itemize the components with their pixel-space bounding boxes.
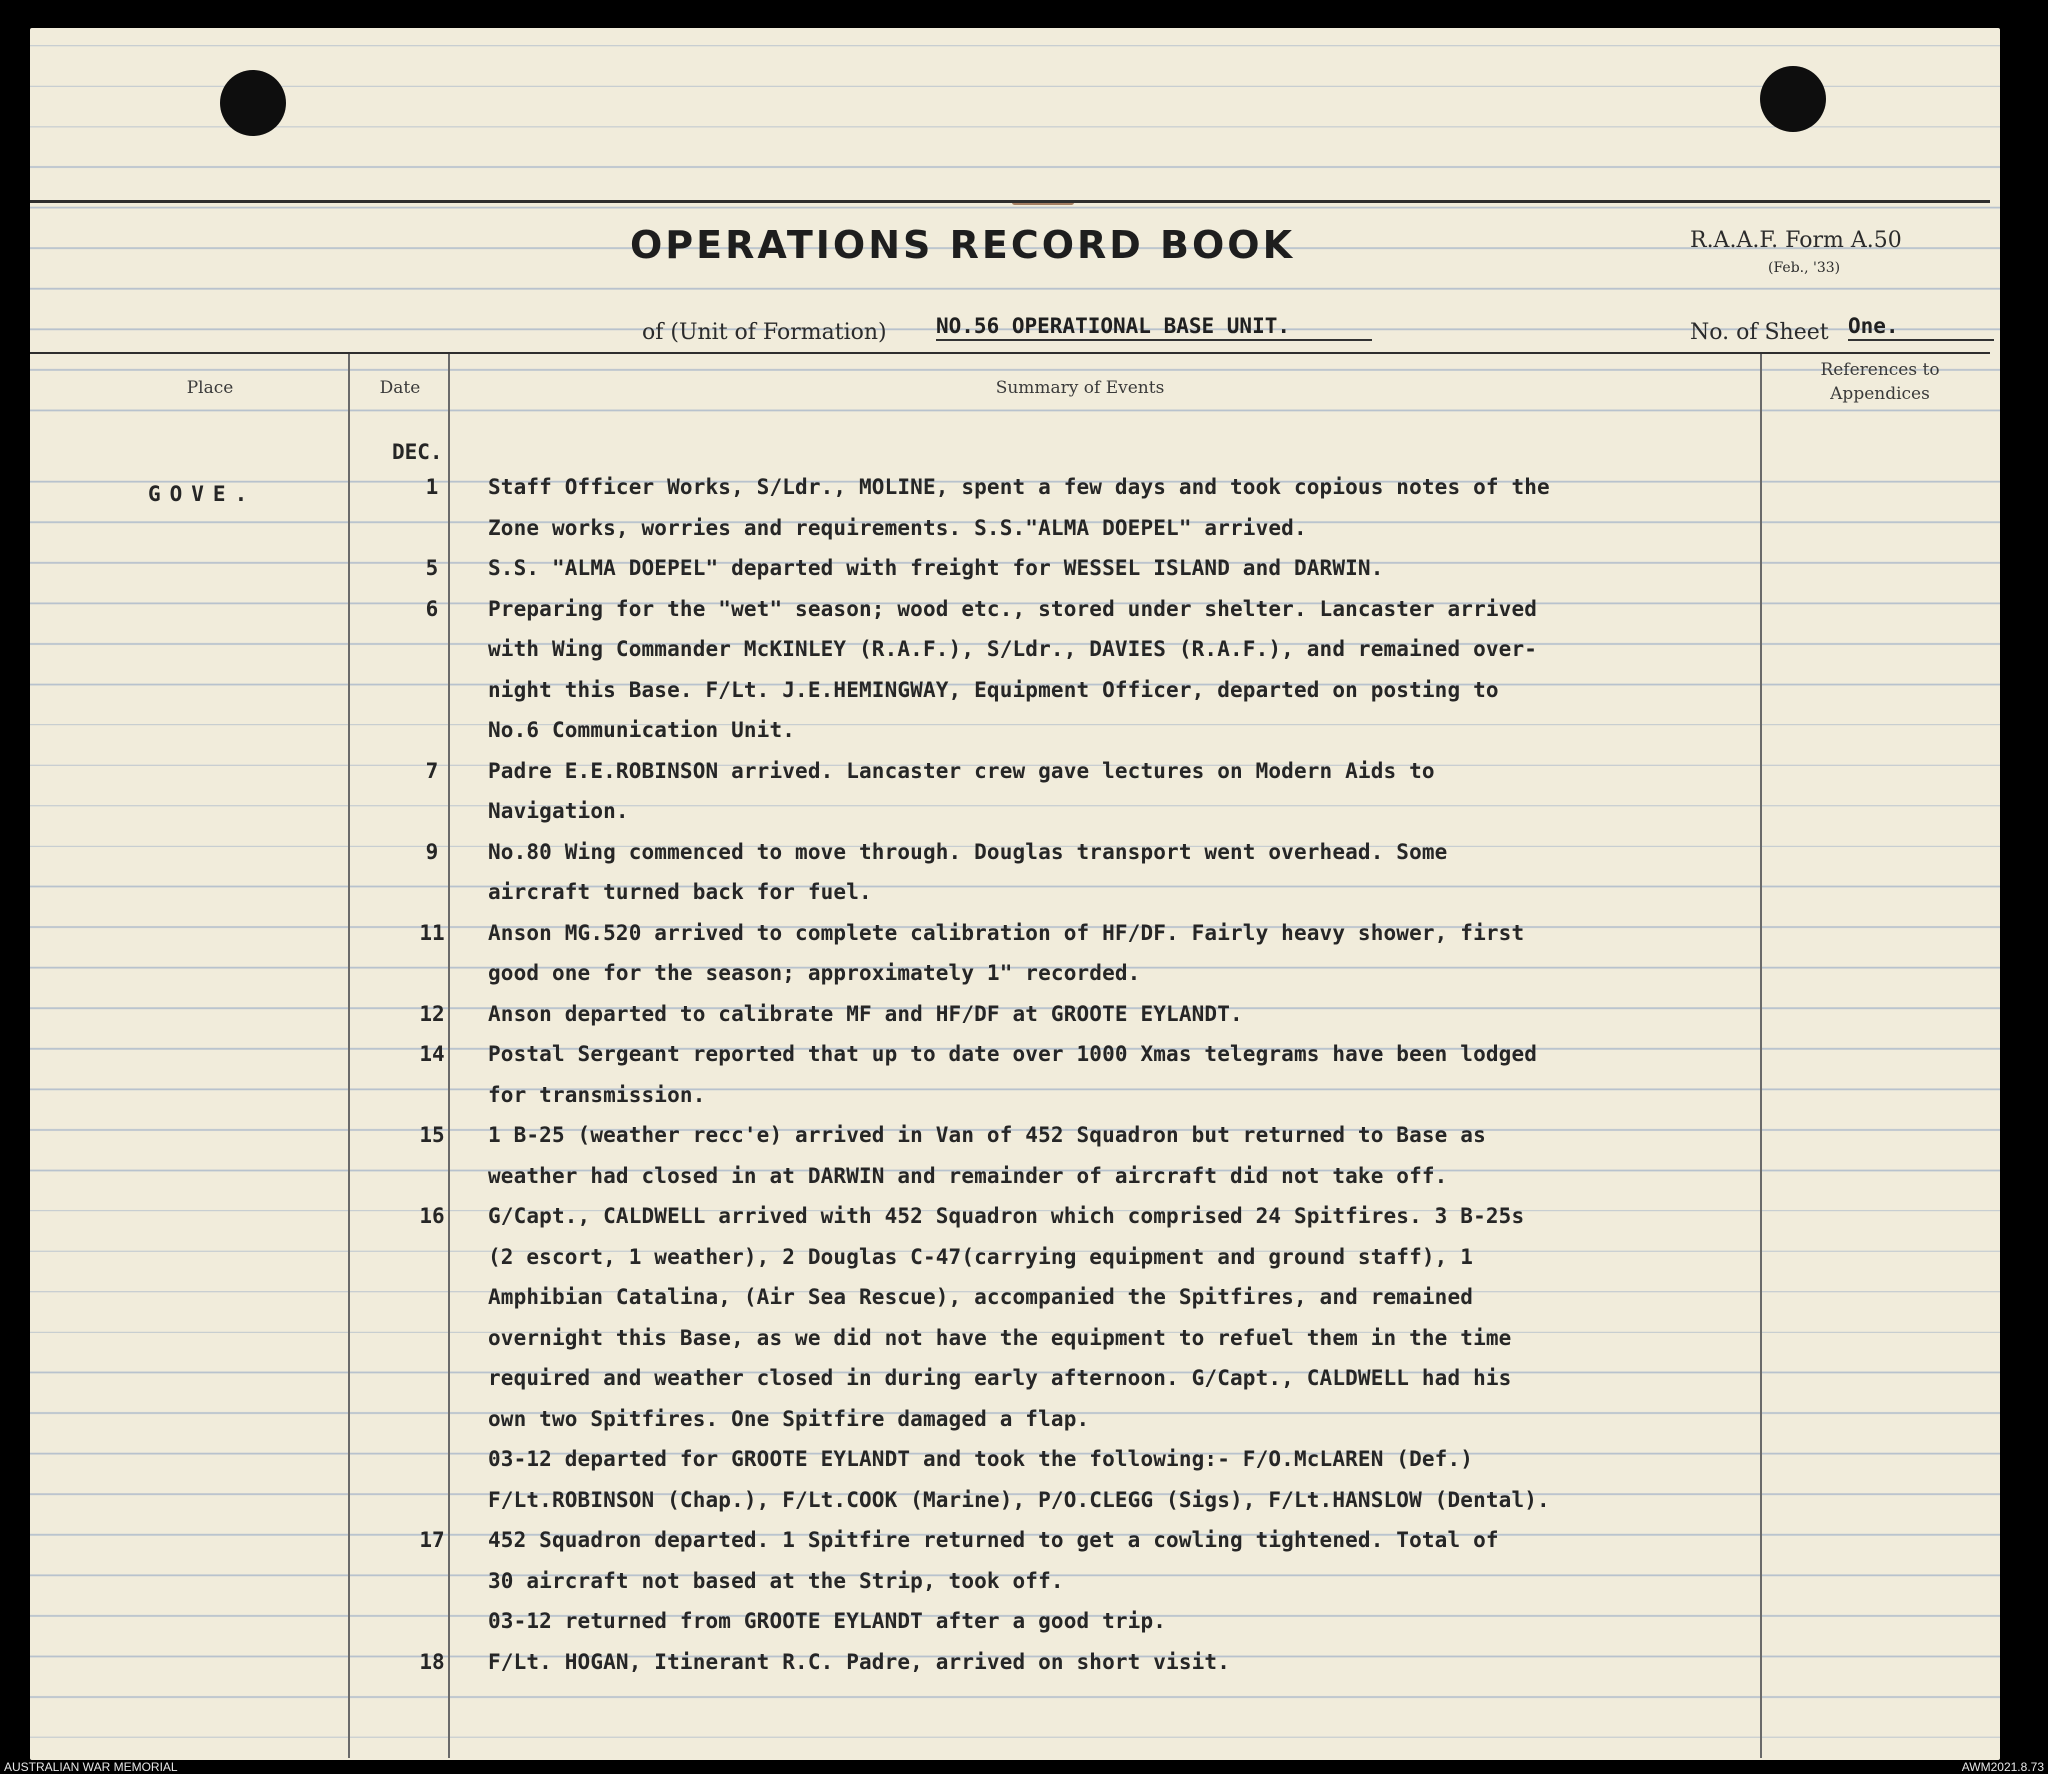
unit-label: of (Unit of Formation): [642, 320, 887, 345]
event-date: 7: [425, 758, 439, 783]
event-text-line: for transmission.: [488, 1082, 706, 1107]
place-value: GOVE.: [148, 482, 257, 506]
event-text-line: good one for the season; approximately 1" recorded.: [488, 961, 1141, 985]
unit-value: NO.56 OPERATIONAL BASE UNIT.: [936, 314, 1372, 341]
event-text-line: F/Lt. HOGAN, Itinerant R.C. Padre, arrived on short visit.: [488, 1649, 1230, 1674]
event-entry: [30, 1204, 1990, 1512]
event-date: 12: [419, 1001, 445, 1026]
event-text-line: weather had closed in at DARWIN and remainder of aircraft did not take off.: [488, 1163, 1448, 1188]
sheet-number-value: One.: [1848, 314, 1994, 341]
event-date: 5: [425, 556, 439, 580]
event-date: 6: [425, 596, 439, 621]
event-date: 14: [419, 1042, 445, 1066]
column-header-references: References to: [1820, 360, 1940, 380]
month-label: DEC.: [392, 440, 443, 464]
event-text-line: F/Lt.ROBINSON (Chap.), F/Lt.COOK (Marine), P/O.CLEGG (Sigs), F/Lt.HANSLOW (Dental).: [488, 1487, 1550, 1512]
event-text-line: Zone works, worries and requirements. S.S."ALMA DOEPEL" arrived.: [488, 515, 1307, 540]
event-text-line: aircraft turned back for fuel.: [488, 880, 872, 904]
event-text-line: 03-12 returned from GROOTE EYLANDT after a good trip.: [488, 1609, 1167, 1633]
event-entry: [30, 556, 1990, 586]
event-text-line: 1 B-25 (weather recc'e) arrived in Van of 452 Squadron but returned to Base as: [488, 1123, 1486, 1147]
event-entry: [30, 1002, 1990, 1032]
event-text-line: Staff Officer Works, S/Ldr., MOLINE, spent a few days and took copious notes of the: [488, 475, 1550, 499]
event-text-line: G/Capt., CALDWELL arrived with 452 Squadron which comprised 24 Spitfires. 3 B-25s: [488, 1204, 1525, 1228]
sheet-number-label: No. of Sheet: [1690, 320, 1829, 345]
event-entry: [30, 1042, 1990, 1107]
record-sheet: [30, 28, 2000, 1760]
event-date: 1: [425, 475, 439, 499]
column-header-summary: Summary of Events: [995, 378, 1165, 398]
header-rule: [30, 352, 1990, 354]
event-text-line: Amphibian Catalina, (Air Sea Rescue), accompanied the Spitfires, and remained: [488, 1285, 1474, 1309]
event-text-line: overnight this Base, as we did not have the equipment to refuel them in the time: [488, 1325, 1512, 1350]
event-date: 18: [419, 1649, 445, 1674]
column-header-place: Place: [186, 378, 234, 398]
event-text-line: 03-12 departed for GROOTE EYLANDT and took the following:- F/O.McLAREN (Def.): [488, 1447, 1474, 1471]
form-date: (Feb., '33): [1768, 260, 1841, 276]
event-text-line: Navigation.: [488, 799, 629, 823]
event-entry: [30, 839, 1990, 904]
event-entry: [30, 1650, 1990, 1680]
event-date: 16: [419, 1204, 445, 1228]
event-text-line: 30 aircraft not based at the Strip, took off.: [488, 1568, 1064, 1593]
event-text-line: No.80 Wing commenced to move through. Douglas transport went overhead. Some: [488, 839, 1448, 864]
event-text-line: 452 Squadron departed. 1 Spitfire returned to get a cowling tightened. Total of: [488, 1528, 1499, 1552]
column-header-date: Date: [379, 378, 421, 398]
event-date: 11: [419, 920, 445, 945]
event-text-line: Anson MG.520 arrived to complete calibration of HF/DF. Fairly heavy shower, first: [488, 920, 1525, 945]
event-entry: [30, 596, 1990, 742]
event-text-line: No.6 Communication Unit.: [488, 718, 796, 742]
event-entry: [30, 1528, 1990, 1633]
event-text-line: with Wing Commander McKINLEY (R.A.F.), S/Ldr., DAVIES (R.A.F.), and remained over-: [488, 637, 1538, 661]
event-date: 15: [419, 1123, 445, 1147]
event-text-line: Preparing for the "wet" season; wood etc., stored under shelter. Lancaster arrived: [488, 596, 1538, 621]
form-id: R.A.A.F. Form A.50: [1690, 228, 1902, 253]
event-text-line: S.S. "ALMA DOEPEL" departed with freight for WESSEL ISLAND and DARWIN.: [488, 556, 1384, 580]
punch-hole-right: [1760, 66, 1826, 132]
event-entry: [30, 920, 1990, 985]
form-title: OPERATIONS RECORD BOOK: [630, 223, 1296, 267]
event-text-line: Anson departed to calibrate MF and HF/DF at GROOTE EYLANDT.: [488, 1001, 1243, 1026]
event-date: 17: [419, 1528, 445, 1552]
event-text-line: required and weather closed in during early afternoon. G/Capt., CALDWELL had his: [488, 1366, 1512, 1390]
event-entry: [30, 758, 1990, 823]
event-text-line: Postal Sergeant reported that up to date over 1000 Xmas telegrams have been lodged: [488, 1042, 1538, 1066]
event-text-line: own two Spitfires. One Spitfire damaged a flap.: [488, 1406, 1090, 1431]
event-entry: [30, 475, 1990, 540]
footer-reference: AWM2021.8.73: [1961, 1760, 2044, 1774]
footer-archive: AUSTRALIAN WAR MEMORIAL: [4, 1760, 178, 1774]
column-header-appendices: Appendices: [1830, 384, 1930, 404]
event-entry: [30, 1123, 1990, 1188]
event-text-line: Padre E.E.ROBINSON arrived. Lancaster crew gave lectures on Modern Aids to: [488, 758, 1435, 783]
event-text-line: (2 escort, 1 weather), 2 Douglas C-47(carrying equipment and ground staff), 1: [488, 1244, 1474, 1269]
event-text-line: night this Base. F/Lt. J.E.HEMINGWAY, Equipment Officer, departed on posting to: [488, 677, 1499, 702]
top-rule: [30, 200, 1990, 203]
event-date: 9: [425, 839, 439, 864]
punch-hole-left: [220, 70, 286, 136]
